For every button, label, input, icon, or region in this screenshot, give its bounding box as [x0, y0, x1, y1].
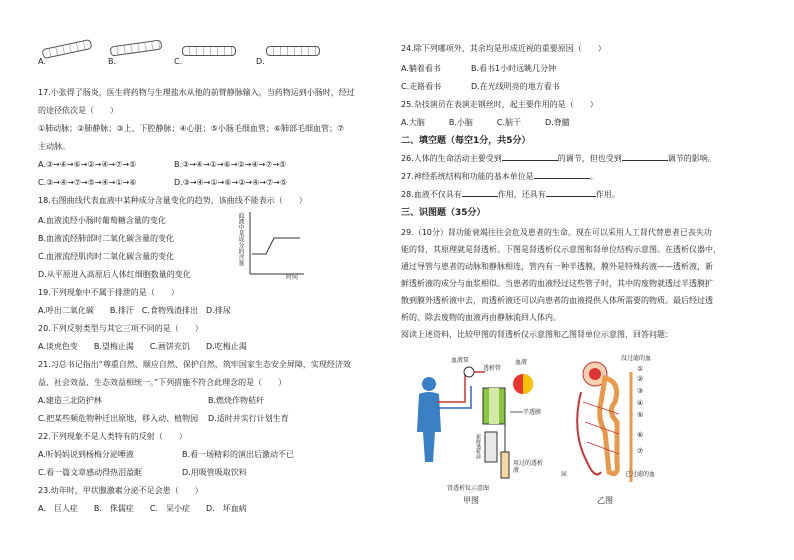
- q24-option-a: A.躺着看书: [401, 64, 441, 73]
- venous-tube: [437, 386, 471, 408]
- q22-stem: 22.下列现象不是人类特有的反射（ ）: [38, 432, 187, 441]
- option-d-label: D.: [256, 57, 265, 66]
- q17-list: ①肺动脉；②肺静脉；③上、下腔静脉；④心脏；⑤小肠毛细血管；⑥肺部毛细血管；⑦: [38, 124, 345, 133]
- q29-line-7: 阅读上述资料，比较甲图的肾透析仪示意图和乙图肾单位示意图，回答问题：: [401, 330, 673, 339]
- q17-option-d: D.③→④→①→⑥→②→④→⑦→⑤: [174, 178, 287, 187]
- q25-stem: 25.杂技演员在表演走钢丝时，起主要作用的是（ ）: [401, 100, 598, 109]
- q17-option-b: B.③→④→①→⑥→②→④→⑦→⑤: [174, 160, 287, 169]
- q18-y-label: 血液中某成分的含量: [237, 212, 244, 266]
- right-column: [397, 0, 794, 560]
- vessel-figure-a: [42, 39, 93, 59]
- label-num-5: ⑤: [637, 411, 644, 419]
- q28-blank-1[interactable]: [462, 196, 498, 197]
- label-membrane: 半透膜: [523, 409, 542, 416]
- q18-option-c: C.血液流经肌肉时二氧化碳含量的变化: [38, 252, 175, 261]
- label-blood-pump: 血液泵: [451, 357, 470, 364]
- q26-text-c: 调节的影响。: [667, 154, 716, 163]
- vessel-figure-b: [110, 39, 163, 56]
- label-num-3: ③: [637, 387, 644, 395]
- q29-line-5: 散到膜外透析液中去，而透析液还可以向患者的血液提供人体所需要的物质。最后经过透: [401, 296, 713, 305]
- q18-x-label: 时间: [286, 274, 299, 281]
- q29-line-1: 29.（10分）肾功能衰竭往往会危及患者的生命。现在可以采用人工肾代替患者已丧失功: [401, 228, 712, 237]
- q22-option-c: C.看一篇文章感动得热泪盈眶: [38, 468, 143, 477]
- q26-line: [401, 154, 716, 164]
- q18-option-d: D.从平原进入高原后人体红细胞数量的变化: [38, 270, 191, 279]
- label-filtered-blood: 已过滤的血: [625, 471, 656, 478]
- fresh-dialysate-bottle: [485, 432, 497, 462]
- option-b-label: B.: [108, 57, 117, 66]
- q28-text-b: 作用，还具有: [497, 190, 546, 199]
- q22-option-d: D.用吸管吸取饮料: [182, 468, 247, 477]
- q28-blank-2[interactable]: [546, 196, 596, 197]
- q17-option-c: C.③→④→⑦→⑤→④→①→⑥: [38, 178, 137, 187]
- q24-option-d: D.在光线明亮的地方看书: [471, 82, 560, 91]
- q22-option-a: A.听妈妈说到杨梅分泌唾液: [38, 450, 134, 459]
- trend-curve: [252, 238, 300, 254]
- q28-text-a: 28.血液不仅具有: [401, 190, 462, 199]
- label-urine: 尿: [561, 471, 568, 478]
- q22-option-b: B.看一场精彩的演出后激动不已: [182, 450, 295, 459]
- renal-tubule: [600, 378, 618, 474]
- q18-stem: 18.右图曲线代表血液中某种成分含量变化的趋势，该曲线不能表示（ ）: [38, 196, 307, 205]
- label-num-7: ⑦: [637, 447, 644, 455]
- caption-dialysis: 肾透析仪示意图: [447, 485, 490, 492]
- q26-text-b: 的调节，但也受到: [557, 154, 622, 163]
- q24-stem: 24.除下列哪项外，其余均是形成近视的重要原因（ ）: [401, 44, 606, 53]
- q17-stem-line2: 的途径依次是（ ）: [38, 106, 118, 115]
- glomerulus: [589, 368, 601, 380]
- q18-curve-figure: [236, 208, 306, 282]
- figure-b-label: 乙图: [597, 496, 613, 505]
- q29-line-2: 能的肾，其原理就是肾透析。下图是肾透析仪示意图和肾单位结构示意图。在透析仪器中，: [401, 245, 721, 254]
- label-dialysis-tube: 透析管: [483, 365, 502, 372]
- q17-stem-line1: 17.小张得了肠炎，医生将药物与生理盐水从他的前臂静脉输入，当药物运到小肠时，经过: [38, 88, 355, 97]
- q21-stem-line2: 益、社会效益、生态效益相统一。”下列措施不符合此理念的是（ ）: [38, 378, 287, 387]
- q18-option-b: B.血液流经肺部时二氧化碳含量的变化: [38, 234, 175, 243]
- q29-line-6: 析的、除去废物的血液再由静脉流回人体内。: [401, 313, 561, 322]
- q18-option-a: A.血液流经小肠时葡萄糖含量的变化: [38, 216, 166, 225]
- q28-line: [401, 190, 620, 200]
- used-dialysate-tube: [501, 452, 509, 478]
- q24-option-b: B.看书1小时远眺几分钟: [471, 64, 557, 73]
- q23-options: A. 巨人症 B. 侏儒症 C. 呆小症 D. 坏血病: [38, 504, 247, 513]
- q29-line-4: 鲜透析液的成分与血浆相似。当患者的血液经过这些管子时，其中的废物就透过半透膜扩: [401, 279, 713, 288]
- person-head-icon: [422, 377, 436, 391]
- arterial-tube: [437, 372, 485, 402]
- q21-option-d: D.适时并实行计划生育: [208, 414, 289, 423]
- q28-text-c: 作用。: [595, 190, 620, 199]
- figure-a-label: 甲图: [463, 496, 479, 505]
- label-unfiltered-blood: 没过滤的血: [621, 355, 652, 362]
- option-a-label: A.: [38, 57, 46, 66]
- q26-blank-1[interactable]: [502, 160, 558, 161]
- q27-text-a: 27.神经系统结构和功能的基本单位是: [401, 172, 534, 181]
- q25-options: A.大脑 B.小脑 C.脑干 D.脊髓: [401, 118, 570, 127]
- q21-option-b: B.燃烧作物秸秆: [208, 396, 265, 405]
- q26-blank-2[interactable]: [622, 160, 668, 161]
- q17-option-a: A.③→④→⑥→②→④→⑦→⑤: [38, 160, 137, 169]
- q24-option-c: C.走路看书: [401, 82, 442, 91]
- figure-b-nephron: [561, 352, 681, 512]
- q20-options: A.谈虎色变 B.望梅止渴 C.画饼充饥 D.吃梅止渴: [38, 342, 247, 351]
- q21-option-c: C.把某些频危物种迁出原地，移入动、植物园: [38, 414, 199, 423]
- label-num-6: ⑥: [637, 431, 644, 439]
- q21-stem-line1: 21.习总书记指出“尊重自然、顺应自然、保护自然，筑牢国家生态安全屏障，实现经济效: [38, 360, 351, 369]
- q29-line-3: 通过导管与患者的动脉和静脉相连，管内有一种半透膜，膜外是特殊药液——透析液，新: [401, 262, 713, 271]
- section-three-heading: 三、识图题（35分）: [401, 208, 486, 218]
- q17-list-end: 主动脉。: [38, 142, 70, 151]
- label-used-dialysate: 用过的透析液: [513, 460, 544, 474]
- q19-stem: 19.下列现象中不属于排泄的是（ ）: [38, 288, 179, 297]
- q27-line: [401, 172, 598, 182]
- q26-text-a: 26.人体的生命活动主要受到: [401, 154, 502, 163]
- blood-pump-icon: [464, 367, 474, 377]
- label-num-2: ②: [637, 375, 644, 383]
- label-num-4: ④: [637, 399, 644, 407]
- label-num-1: ①: [637, 365, 644, 373]
- q20-stem: 20.下列反射类型与其它三项不同的是（ ）: [38, 324, 203, 333]
- vessel-figure-c: [182, 46, 236, 56]
- q27-blank[interactable]: [534, 178, 590, 179]
- q27-text-b: 。: [589, 172, 598, 181]
- dialysis-core: [489, 388, 499, 424]
- q18-curve-svg: [236, 208, 306, 282]
- blood-indicator-half: [523, 374, 533, 394]
- q21-option-a: A.建造三北防护林: [38, 396, 102, 405]
- label-blood: 血液: [515, 359, 528, 366]
- q19-options: A.呼出二氧化碳 B.排汗 C.食物残渣排出 D.排尿: [38, 306, 231, 315]
- vessel-figure-d: [266, 46, 320, 56]
- option-c-label: C.: [174, 57, 183, 66]
- figure-a-dialysis: [405, 352, 555, 512]
- section-two-heading: 二、填空题（每空1分，共5分）: [401, 136, 531, 146]
- label-fresh-dialysate: 新鲜透析液: [475, 434, 481, 459]
- q23-stem: 23.幼年时，甲状腺激素分泌不足会患（ ）: [38, 486, 203, 495]
